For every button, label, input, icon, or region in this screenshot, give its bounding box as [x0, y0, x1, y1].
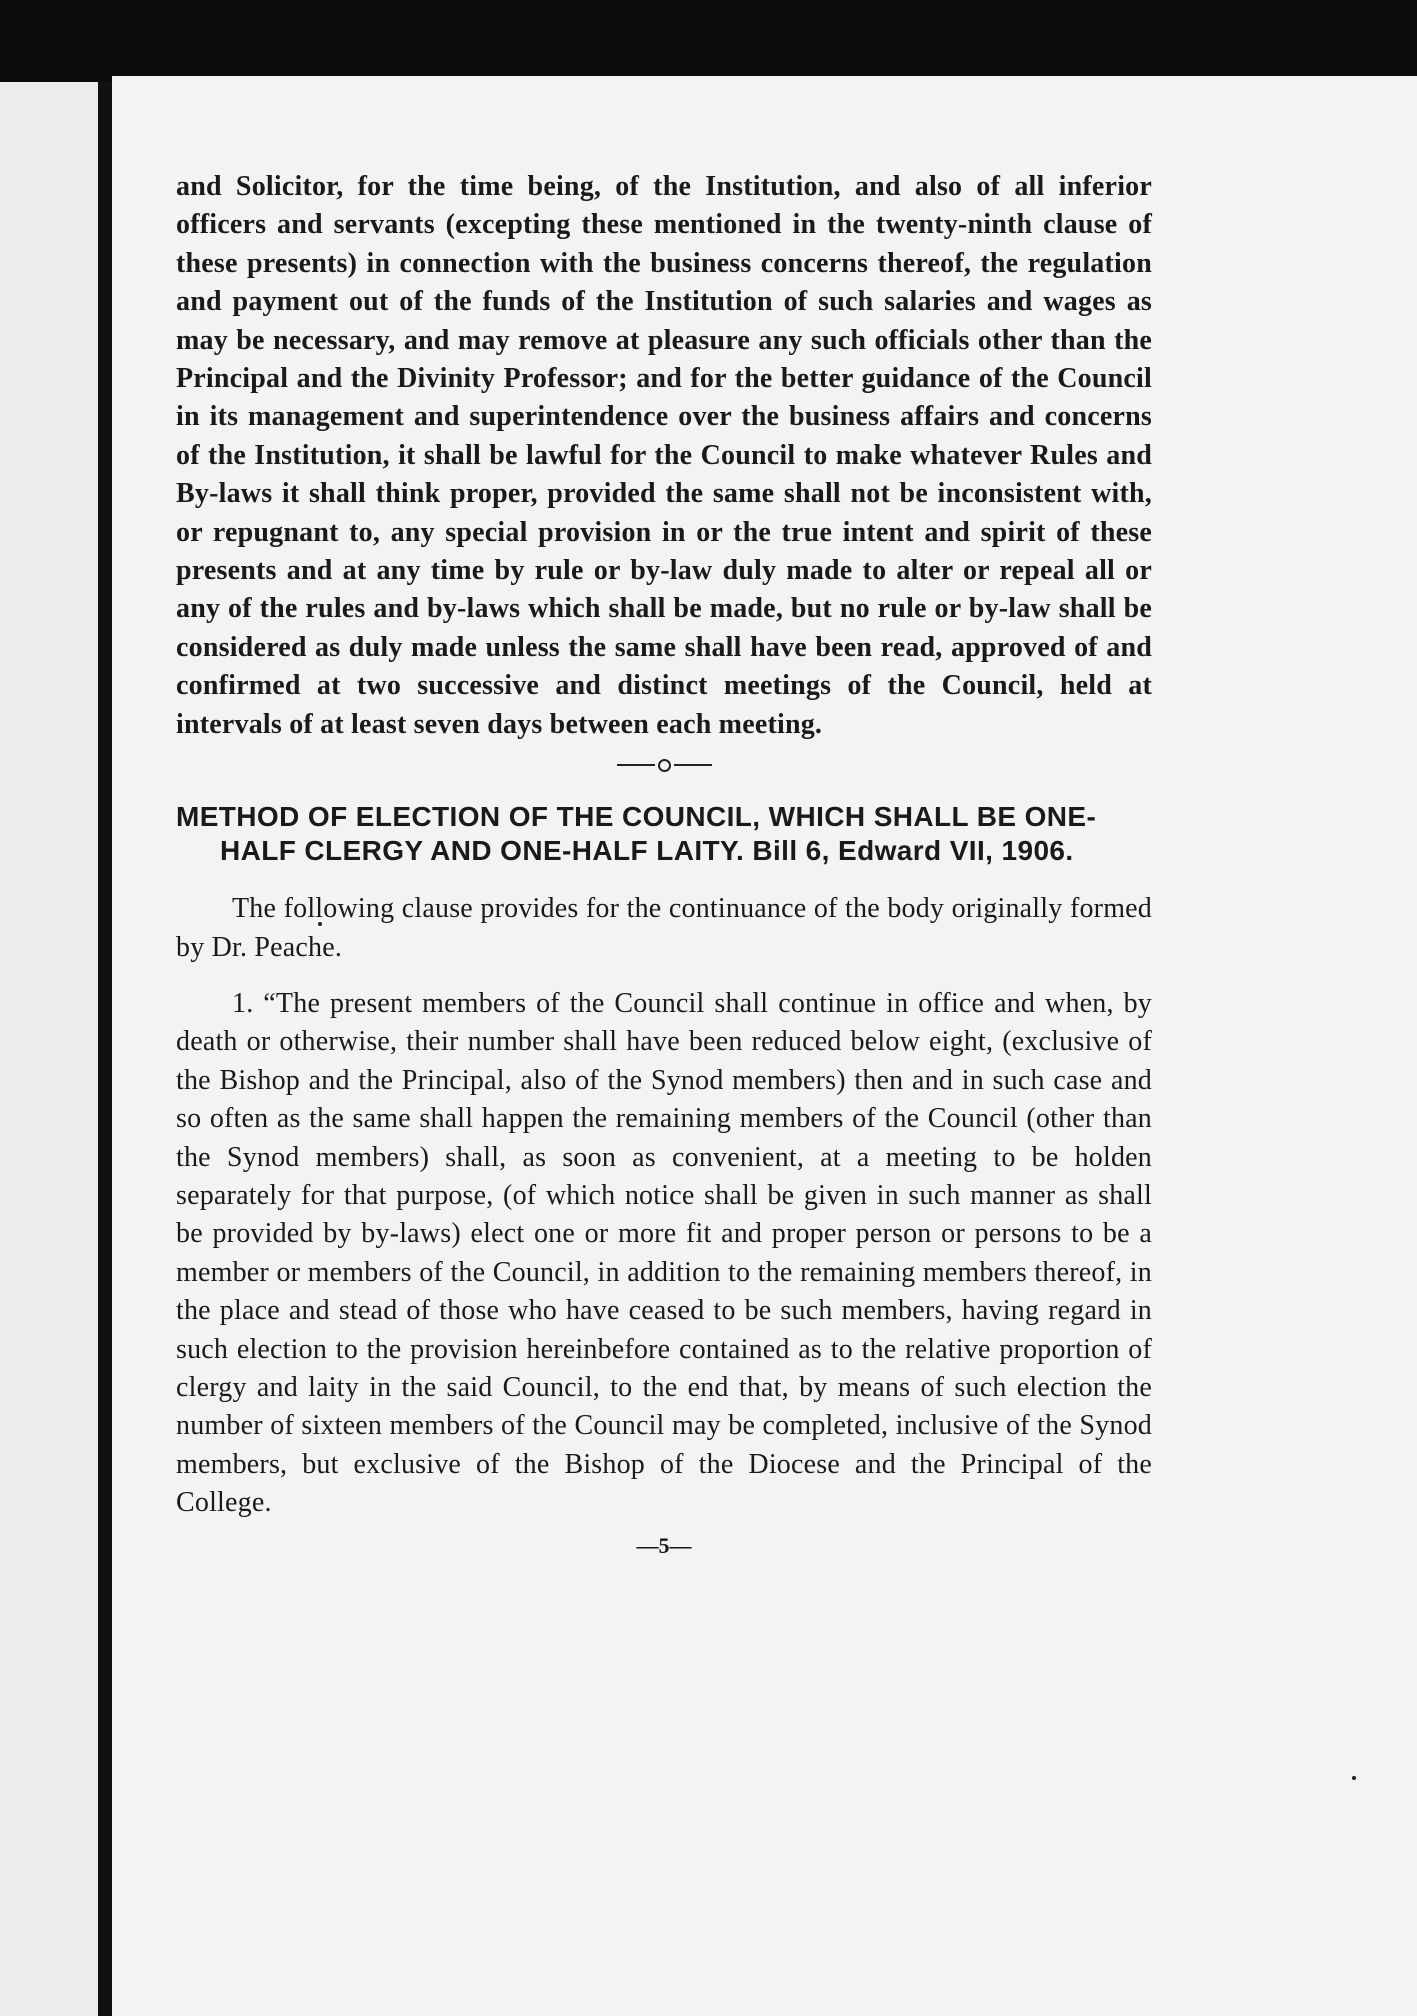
intro-paragraph: The following clause provides for the continuance of the body originally formed by Dr. Peache.	[176, 893, 1152, 963]
page-gutter	[98, 82, 112, 2016]
page-content	[176, 168, 1152, 1559]
divider-line-left	[617, 764, 655, 766]
section-divider	[176, 750, 1152, 780]
paragraph-top: and Solicitor, for the time being, of the Institution, and also of all inferior officers and servants (excepting these mentioned in the twenty-ninth clause of these presents) in connection with the business concerns thereof, the regulation and payment out of the funds of the Institution of such salaries and wages as may be necessary, and may remove at pleasure any such officials other than the Principal and the Divinity Professor; and for the better guidance of the Council in its management and superintendence over the business affairs and concerns of the Institution, it shall be lawful for the Council to make whatever Rules and By-laws it shall think proper, provided the same shall not be inconsistent with, or repugnant to, any special provision in or the true intent and spirit of these presents and at any time by rule or by-law duly made to alter or repeal all or any of the rules and by-laws which shall be made, but no rule or by-law shall be considered as duly made unless the same shall have been read, approved of and confirmed at two successive and distinct meetings of the Council, held at intervals of at least seven days between each meeting.	[176, 171, 1152, 740]
section-heading: METHOD OF ELECTION OF THE COUNCIL, WHICH SHALL BE ONE-HALF CLERGY AND ONE-HALF LAITY. Bill 6, Edward VII, 1906.	[176, 801, 1097, 867]
previous-page-edge	[0, 82, 98, 2016]
divider-line-right	[674, 764, 712, 766]
clause-1-paragraph: 1. “The present members of the Council shall continue in office and when, by death or otherwise, their number shall have been reduced below eight, (exclusive of the Bishop and the Principal, also of the Synod members) then and in such case and so often as the same shall happen the remaining members of the Council (other than the Synod members) shall, as soon as convenient, at a meeting to be holden separately for that purpose, (of which notice shall be given in such manner as shall be provided by by-laws) elect one or more fit and proper person or persons to be a member or members of the Council, in addition to the remaining members thereof, in the place and stead of those who have ceased to be such members, having regard in such election to the provision hereinbefore contained as to the relative proportion of clergy and laity in the said Council, to the end that, by means of such election the number of sixteen members of the Council may be completed, inclusive of the Synod members, but exclusive of the Bishop of the Diocese and the Principal of the College.	[176, 987, 1152, 1519]
divider-dot	[658, 759, 671, 772]
scan-speck	[1352, 1776, 1356, 1780]
page-number: —5—	[636, 1532, 692, 1558]
